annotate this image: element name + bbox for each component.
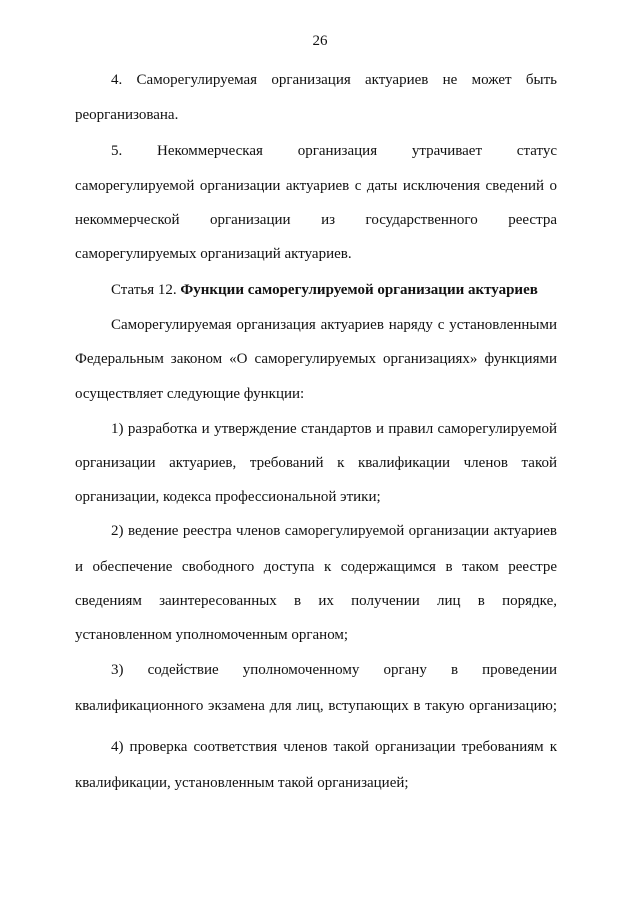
paragraph-4-line-2: реорганизована.	[75, 107, 179, 123]
paragraph-5-line-3: некоммерческой организации из государственного реестра	[75, 212, 557, 228]
item-2-line-2: и обеспечение свободного доступа к содержащимся в таком реестре	[75, 559, 557, 575]
paragraph-4-line-1: 4. Саморегулируемая организация актуариев не может быть	[111, 72, 557, 88]
paragraph-5-line-1: 5. Некоммерческая организация утрачивает статус	[111, 143, 557, 159]
item-3-line-2: квалификационного экзамена для лиц, вступающих в такую организацию;	[75, 698, 557, 714]
item-1-line-3: организации, кодекса профессиональной этики;	[75, 489, 381, 505]
item-4-line-1: 4) проверка соответствия членов такой организации требованиям к	[111, 739, 557, 755]
item-1-line-1: 1) разработка и утверждение стандартов и правил саморегулируемой	[111, 421, 557, 437]
item-2-line-4: установленном уполномоченным органом;	[75, 627, 349, 643]
page-number: 26	[312, 33, 328, 49]
paragraph-5-line-4: саморегулируемых организаций актуариев.	[75, 246, 352, 262]
article-heading	[111, 282, 557, 299]
intro-line-2: Федеральным законом «О саморегулируемых организациях» функциями	[75, 351, 557, 367]
item-2-line-3: сведениям заинтересованных в их получении лиц в порядке,	[75, 593, 557, 609]
item-1-line-2: организации актуариев, требований к квалификации членов такой	[75, 455, 557, 471]
item-4-line-2: квалификации, установленным такой организацией;	[75, 775, 409, 791]
intro-line-3: осуществляет следующие функции:	[75, 386, 305, 402]
item-2-line-1: 2) ведение реестра членов саморегулируемой организации актуариев	[111, 523, 557, 539]
article-number: Статья 12.	[111, 282, 181, 298]
paragraph-5-line-2: саморегулируемой организации актуариев с даты исключения сведений о	[75, 178, 557, 194]
item-3-line-1: 3) содействие уполномоченному органу в проведении	[111, 662, 557, 678]
intro-line-1: Саморегулируемая организация актуариев наряду с установленными	[111, 317, 557, 333]
article-title: Функции саморегулируемой организации актуариев	[180, 282, 538, 298]
